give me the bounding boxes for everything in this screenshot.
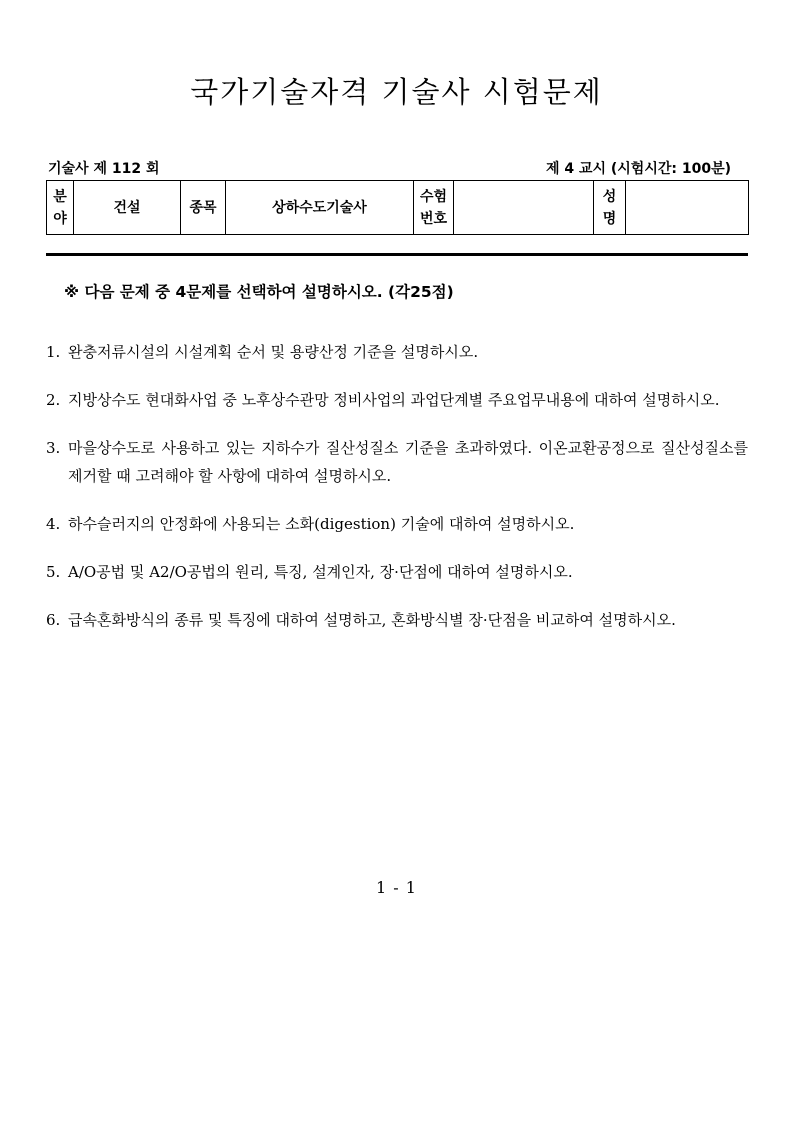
question-number: 2. bbox=[46, 391, 61, 409]
question-text: A/O공법 및 A2/O공법의 원리, 특징, 설계인자, 장·단점에 대하여 설명하시오. bbox=[68, 563, 573, 581]
field-label-top: 분 bbox=[53, 188, 67, 205]
exam-session-time: 제 4 교시 (시험시간: 100분) bbox=[545, 161, 731, 177]
name-label-top: 성 bbox=[602, 188, 617, 205]
exam-header-table bbox=[46, 180, 749, 235]
question-number: 1. bbox=[46, 343, 61, 361]
question-number: 4. bbox=[46, 515, 61, 533]
examinee-number-label-top: 수험 bbox=[419, 188, 448, 205]
name-label-cell bbox=[594, 181, 626, 235]
question-item bbox=[46, 434, 748, 490]
instruction-text: ※ 다음 문제 중 4문제를 선택하여 설명하시오. (각25점) bbox=[64, 283, 454, 301]
question-number: 6. bbox=[46, 611, 61, 629]
examinee-number-value-cell[interactable] bbox=[454, 181, 594, 235]
exam-round: 기술사 제 112 회 bbox=[48, 161, 160, 177]
name-label-bottom: 명 bbox=[602, 210, 617, 227]
question-text: 마을상수도로 사용하고 있는 지하수가 질산성질소 기준을 초과하였다. 이온교환공정으로 질산성질소를 제거할 때 고려해야 할 사항에 대하여 설명하시오. bbox=[68, 439, 748, 485]
question-number: 3. bbox=[46, 439, 61, 457]
question-text: 하수슬러지의 안정화에 사용되는 소화(digestion) 기술에 대하여 설명하시오. bbox=[68, 515, 575, 533]
question-item bbox=[46, 338, 748, 366]
question-item bbox=[46, 386, 748, 414]
field-value-cell: 건설 bbox=[74, 181, 181, 235]
document-title: 국가기술자격 기술사 시험문제 bbox=[190, 75, 603, 109]
examinee-number-label-bottom: 번호 bbox=[419, 210, 448, 227]
page-number: 1 - 1 bbox=[376, 878, 417, 897]
section-divider bbox=[46, 253, 748, 256]
name-value-cell[interactable] bbox=[626, 181, 749, 235]
question-list bbox=[46, 338, 748, 654]
category-label-cell: 종목 bbox=[181, 181, 226, 235]
question-text: 지방상수도 현대화사업 중 노후상수관망 정비사업의 과업단계별 주요업무내용에 대하여 설명하시오. bbox=[68, 391, 720, 409]
question-text: 완충저류시설의 시설계획 순서 및 용량산정 기준을 설명하시오. bbox=[68, 343, 479, 361]
examinee-number-label-cell bbox=[414, 181, 454, 235]
question-item bbox=[46, 510, 748, 538]
category-value-cell: 상하수도기술사 bbox=[226, 181, 414, 235]
field-label-cell bbox=[47, 181, 74, 235]
field-label-bottom: 야 bbox=[53, 210, 67, 227]
question-item bbox=[46, 606, 748, 634]
question-item bbox=[46, 558, 748, 586]
question-number: 5. bbox=[46, 563, 61, 581]
question-text: 급속혼화방식의 종류 및 특징에 대하여 설명하고, 혼화방식별 장·단점을 비교하여 설명하시오. bbox=[68, 611, 676, 629]
